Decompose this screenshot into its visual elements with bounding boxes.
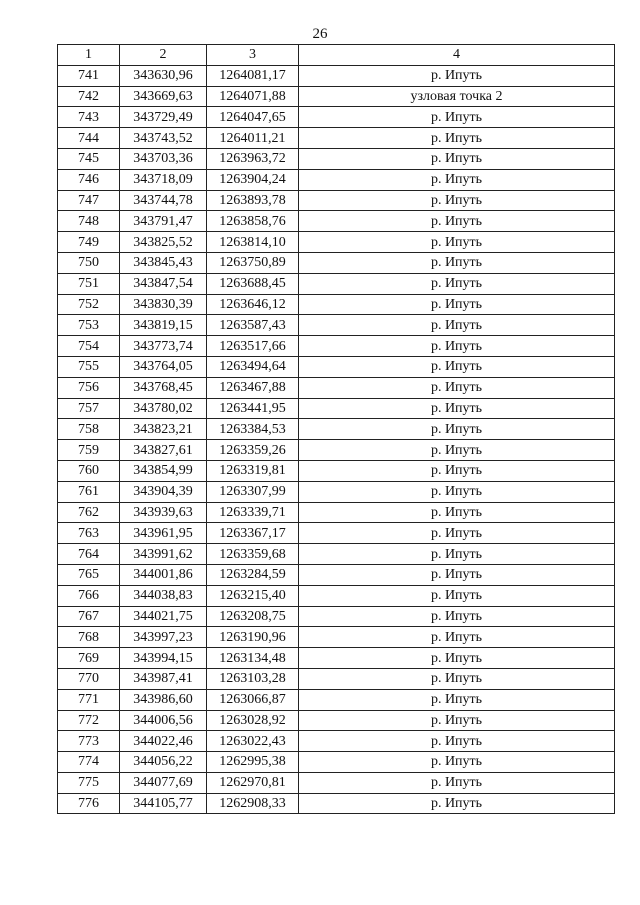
table-row: [58, 627, 615, 648]
x-coordinate-cell: 343827,61: [120, 440, 207, 461]
table-row: [58, 419, 615, 440]
table-row: [58, 211, 615, 232]
y-coordinate-cell: 1263750,89: [207, 252, 299, 273]
table-row: [58, 710, 615, 731]
x-coordinate-cell: 343718,09: [120, 169, 207, 190]
table-row: [58, 294, 615, 315]
y-coordinate-cell: 1263307,99: [207, 481, 299, 502]
x-coordinate-cell: 343791,47: [120, 211, 207, 232]
table-row: [58, 606, 615, 627]
y-coordinate-cell: 1263103,28: [207, 668, 299, 689]
point-number-cell: 743: [58, 107, 120, 128]
point-number-cell: 758: [58, 419, 120, 440]
x-coordinate-cell: 343819,15: [120, 315, 207, 336]
y-coordinate-cell: 1263190,96: [207, 627, 299, 648]
point-number-cell: 746: [58, 169, 120, 190]
description-cell: р. Ипуть: [299, 65, 615, 86]
description-cell: р. Ипуть: [299, 440, 615, 461]
y-coordinate-cell: 1263517,66: [207, 336, 299, 357]
description-cell: р. Ипуть: [299, 689, 615, 710]
description-cell: р. Ипуть: [299, 793, 615, 814]
table-row: [58, 169, 615, 190]
description-cell: р. Ипуть: [299, 377, 615, 398]
description-cell: р. Ипуть: [299, 627, 615, 648]
point-number-cell: 754: [58, 336, 120, 357]
x-coordinate-cell: 343743,52: [120, 128, 207, 149]
description-cell: р. Ипуть: [299, 211, 615, 232]
header-cell-description: 4: [299, 45, 615, 66]
description-cell: р. Ипуть: [299, 232, 615, 253]
y-coordinate-cell: 1263904,24: [207, 169, 299, 190]
description-cell: узловая точка 2: [299, 86, 615, 107]
x-coordinate-cell: 344006,56: [120, 710, 207, 731]
description-cell: р. Ипуть: [299, 398, 615, 419]
table-row: [58, 585, 615, 606]
y-coordinate-cell: 1264011,21: [207, 128, 299, 149]
header-row: [58, 45, 615, 66]
point-number-cell: 750: [58, 252, 120, 273]
coordinates-table-container: [57, 44, 615, 814]
coordinates-table: [57, 44, 615, 814]
y-coordinate-cell: 1263319,81: [207, 460, 299, 481]
y-coordinate-cell: 1263339,71: [207, 502, 299, 523]
y-coordinate-cell: 1263367,17: [207, 523, 299, 544]
x-coordinate-cell: 343825,52: [120, 232, 207, 253]
y-coordinate-cell: 1262995,38: [207, 752, 299, 773]
description-cell: р. Ипуть: [299, 752, 615, 773]
point-number-cell: 744: [58, 128, 120, 149]
description-cell: р. Ипуть: [299, 336, 615, 357]
y-coordinate-cell: 1263066,87: [207, 689, 299, 710]
x-coordinate-cell: 343830,39: [120, 294, 207, 315]
x-coordinate-cell: 343744,78: [120, 190, 207, 211]
description-cell: р. Ипуть: [299, 606, 615, 627]
point-number-cell: 776: [58, 793, 120, 814]
y-coordinate-cell: 1263587,43: [207, 315, 299, 336]
point-number-cell: 767: [58, 606, 120, 627]
point-number-cell: 772: [58, 710, 120, 731]
description-cell: р. Ипуть: [299, 648, 615, 669]
y-coordinate-cell: 1263359,68: [207, 544, 299, 565]
description-cell: р. Ипуть: [299, 502, 615, 523]
point-number-cell: 756: [58, 377, 120, 398]
x-coordinate-cell: 343669,63: [120, 86, 207, 107]
header-cell-point-number: 1: [58, 45, 120, 66]
description-cell: р. Ипуть: [299, 523, 615, 544]
description-cell: р. Ипуть: [299, 772, 615, 793]
y-coordinate-cell: 1263208,75: [207, 606, 299, 627]
x-coordinate-cell: 343961,95: [120, 523, 207, 544]
table-row: [58, 440, 615, 461]
table-row: [58, 648, 615, 669]
table-row: [58, 731, 615, 752]
point-number-cell: 768: [58, 627, 120, 648]
table-row: [58, 232, 615, 253]
y-coordinate-cell: 1263028,92: [207, 710, 299, 731]
table-row: [58, 481, 615, 502]
description-cell: р. Ипуть: [299, 107, 615, 128]
description-cell: р. Ипуть: [299, 481, 615, 502]
x-coordinate-cell: 343729,49: [120, 107, 207, 128]
description-cell: р. Ипуть: [299, 668, 615, 689]
point-number-cell: 751: [58, 273, 120, 294]
point-number-cell: 747: [58, 190, 120, 211]
table-body: [58, 65, 615, 814]
x-coordinate-cell: 344105,77: [120, 793, 207, 814]
y-coordinate-cell: 1263814,10: [207, 232, 299, 253]
x-coordinate-cell: 344021,75: [120, 606, 207, 627]
table-row: [58, 398, 615, 419]
x-coordinate-cell: 343997,23: [120, 627, 207, 648]
x-coordinate-cell: 344001,86: [120, 564, 207, 585]
point-number-cell: 763: [58, 523, 120, 544]
y-coordinate-cell: 1263893,78: [207, 190, 299, 211]
y-coordinate-cell: 1263494,64: [207, 356, 299, 377]
point-number-cell: 760: [58, 460, 120, 481]
table-row: [58, 65, 615, 86]
point-number-cell: 752: [58, 294, 120, 315]
x-coordinate-cell: 344038,83: [120, 585, 207, 606]
x-coordinate-cell: 344077,69: [120, 772, 207, 793]
description-cell: р. Ипуть: [299, 564, 615, 585]
x-coordinate-cell: 343994,15: [120, 648, 207, 669]
table-row: [58, 377, 615, 398]
table-row: [58, 564, 615, 585]
header-cell-x: 2: [120, 45, 207, 66]
table-row: [58, 86, 615, 107]
x-coordinate-cell: 344056,22: [120, 752, 207, 773]
x-coordinate-cell: 343845,43: [120, 252, 207, 273]
table-row: [58, 273, 615, 294]
table-row: [58, 544, 615, 565]
table-row: [58, 793, 615, 814]
y-coordinate-cell: 1263134,48: [207, 648, 299, 669]
point-number-cell: 755: [58, 356, 120, 377]
table-row: [58, 315, 615, 336]
table-row: [58, 460, 615, 481]
point-number-cell: 762: [58, 502, 120, 523]
point-number-cell: 765: [58, 564, 120, 585]
y-coordinate-cell: 1264071,88: [207, 86, 299, 107]
y-coordinate-cell: 1263467,88: [207, 377, 299, 398]
point-number-cell: 753: [58, 315, 120, 336]
table-row: [58, 772, 615, 793]
point-number-cell: 749: [58, 232, 120, 253]
description-cell: р. Ипуть: [299, 419, 615, 440]
table-row: [58, 252, 615, 273]
table-row: [58, 356, 615, 377]
table-row: [58, 752, 615, 773]
description-cell: р. Ипуть: [299, 544, 615, 565]
x-coordinate-cell: 343823,21: [120, 419, 207, 440]
y-coordinate-cell: 1264081,17: [207, 65, 299, 86]
table-row: [58, 668, 615, 689]
point-number-cell: 773: [58, 731, 120, 752]
x-coordinate-cell: 343703,36: [120, 148, 207, 169]
description-cell: р. Ипуть: [299, 585, 615, 606]
y-coordinate-cell: 1263384,53: [207, 419, 299, 440]
x-coordinate-cell: 343780,02: [120, 398, 207, 419]
description-cell: р. Ипуть: [299, 731, 615, 752]
x-coordinate-cell: 343939,63: [120, 502, 207, 523]
x-coordinate-cell: 343986,60: [120, 689, 207, 710]
point-number-cell: 774: [58, 752, 120, 773]
table-row: [58, 502, 615, 523]
table-header: [58, 45, 615, 66]
table-row: [58, 107, 615, 128]
description-cell: р. Ипуть: [299, 252, 615, 273]
point-number-cell: 769: [58, 648, 120, 669]
point-number-cell: 748: [58, 211, 120, 232]
x-coordinate-cell: 343773,74: [120, 336, 207, 357]
y-coordinate-cell: 1263359,26: [207, 440, 299, 461]
description-cell: р. Ипуть: [299, 315, 615, 336]
y-coordinate-cell: 1263646,12: [207, 294, 299, 315]
point-number-cell: 742: [58, 86, 120, 107]
page-number: 26: [312, 26, 328, 42]
point-number-cell: 757: [58, 398, 120, 419]
y-coordinate-cell: 1264047,65: [207, 107, 299, 128]
point-number-cell: 741: [58, 65, 120, 86]
description-cell: р. Ипуть: [299, 273, 615, 294]
point-number-cell: 761: [58, 481, 120, 502]
y-coordinate-cell: 1263022,43: [207, 731, 299, 752]
x-coordinate-cell: 343991,62: [120, 544, 207, 565]
table-row: [58, 128, 615, 149]
table-row: [58, 689, 615, 710]
header-cell-y: 3: [207, 45, 299, 66]
description-cell: р. Ипуть: [299, 710, 615, 731]
y-coordinate-cell: 1263284,59: [207, 564, 299, 585]
y-coordinate-cell: 1263441,95: [207, 398, 299, 419]
point-number-cell: 770: [58, 668, 120, 689]
y-coordinate-cell: 1263215,40: [207, 585, 299, 606]
x-coordinate-cell: 343987,41: [120, 668, 207, 689]
description-cell: р. Ипуть: [299, 169, 615, 190]
y-coordinate-cell: 1263963,72: [207, 148, 299, 169]
point-number-cell: 771: [58, 689, 120, 710]
description-cell: р. Ипуть: [299, 128, 615, 149]
point-number-cell: 775: [58, 772, 120, 793]
x-coordinate-cell: 343768,45: [120, 377, 207, 398]
x-coordinate-cell: 343904,39: [120, 481, 207, 502]
description-cell: р. Ипуть: [299, 356, 615, 377]
point-number-cell: 766: [58, 585, 120, 606]
description-cell: р. Ипуть: [299, 460, 615, 481]
y-coordinate-cell: 1263688,45: [207, 273, 299, 294]
x-coordinate-cell: 343847,54: [120, 273, 207, 294]
table-row: [58, 190, 615, 211]
x-coordinate-cell: 344022,46: [120, 731, 207, 752]
y-coordinate-cell: 1263858,76: [207, 211, 299, 232]
description-cell: р. Ипуть: [299, 190, 615, 211]
x-coordinate-cell: 343630,96: [120, 65, 207, 86]
description-cell: р. Ипуть: [299, 148, 615, 169]
x-coordinate-cell: 343854,99: [120, 460, 207, 481]
y-coordinate-cell: 1262970,81: [207, 772, 299, 793]
point-number-cell: 745: [58, 148, 120, 169]
table-row: [58, 148, 615, 169]
table-row: [58, 336, 615, 357]
point-number-cell: 759: [58, 440, 120, 461]
x-coordinate-cell: 343764,05: [120, 356, 207, 377]
description-cell: р. Ипуть: [299, 294, 615, 315]
table-row: [58, 523, 615, 544]
y-coordinate-cell: 1262908,33: [207, 793, 299, 814]
point-number-cell: 764: [58, 544, 120, 565]
